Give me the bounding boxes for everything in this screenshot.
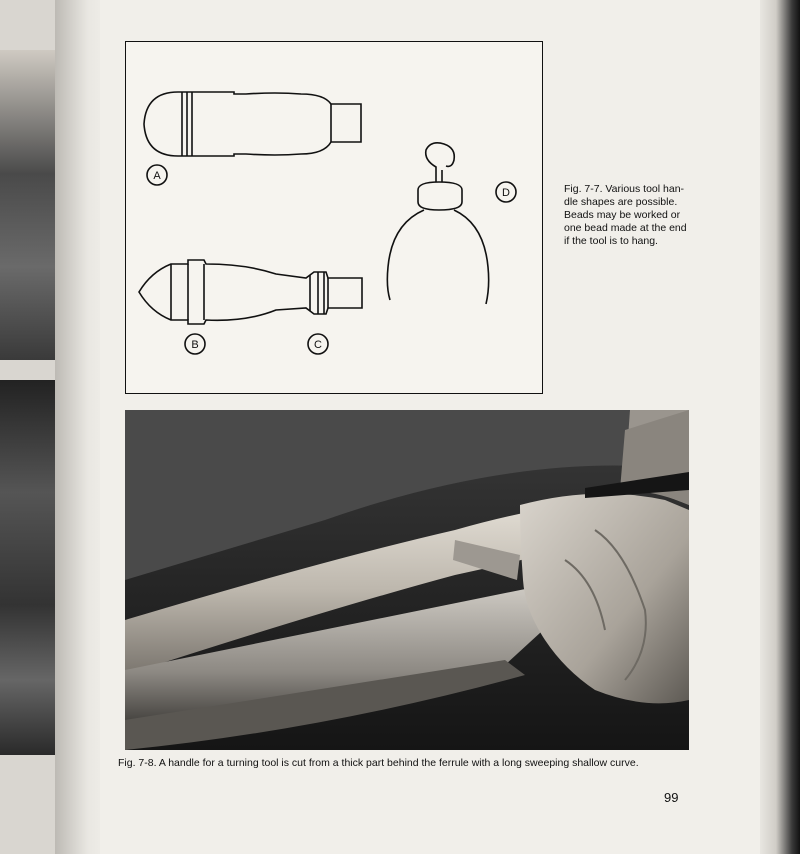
page-number: 99 <box>664 790 679 805</box>
handle-bc-drawing <box>139 260 362 324</box>
page-edge <box>760 0 800 854</box>
caption-line: Beads may be worked or <box>564 209 681 221</box>
label-c: C <box>314 339 322 351</box>
figure-7-7-caption <box>564 183 714 248</box>
figure-7-8-photo <box>125 410 689 750</box>
caption-line: if the tool is to hang. <box>564 235 658 247</box>
figure-7-7-drawing <box>125 41 543 394</box>
caption-line: Fig. 7-7. Various tool han- <box>564 183 685 195</box>
facing-page-photo-bottom <box>0 380 60 755</box>
figure-7-8-caption: Fig. 7-8. A handle for a turning tool is cut from a thick part behind the ferrule with a long sweeping shallow curve. <box>118 757 639 769</box>
facing-page-photo-top <box>0 50 60 360</box>
caption-line: dle shapes are possible. <box>564 196 678 208</box>
tool-handle-diagram <box>126 42 544 395</box>
handle-a-drawing <box>144 92 361 156</box>
label-d: D <box>502 187 510 199</box>
lathe-photo-illustration <box>125 410 689 750</box>
label-a: A <box>153 170 161 182</box>
handle-d-drawing <box>387 143 488 304</box>
label-b: B <box>191 339 199 351</box>
caption-line: one bead made at the end <box>564 222 687 234</box>
